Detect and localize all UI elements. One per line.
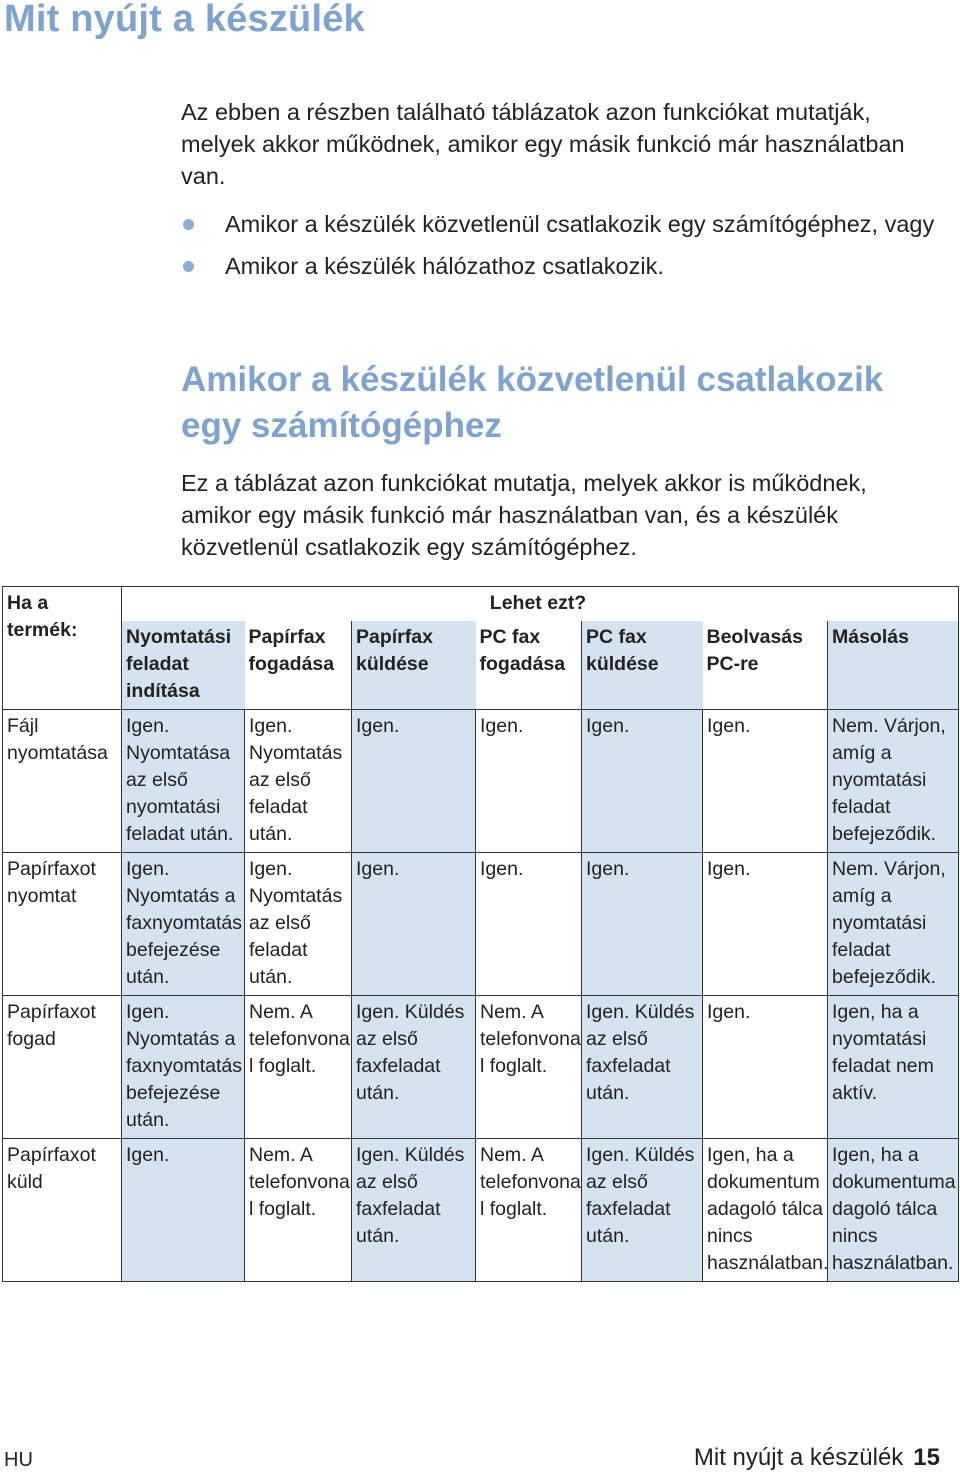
table-cell: Igen. Küldés az első faxfeladat után. xyxy=(352,996,476,1139)
intro-paragraph: Az ebben a részben található táblázatok azon funkciókat mutatják, melyek akkor működnek, amikor egy másik funkció már használatban van. xyxy=(181,99,905,189)
table-cell: Igen. Nyomtatás az első feladat után. xyxy=(245,853,352,996)
footer-language: HU xyxy=(4,1449,33,1471)
table-cell: Nem. A telefonvona l foglalt. xyxy=(245,996,352,1139)
table-cell: Igen. Nyomtatás a faxnyomtatás befejezése után. xyxy=(122,853,245,996)
table-cell: Igen. xyxy=(703,853,828,996)
section-title: Amikor a készülék közvetlenül csatlakozik egy számítógéphez xyxy=(181,360,884,445)
page-title: Mit nyújt a készülék xyxy=(4,0,365,40)
column-header: Másolás xyxy=(828,621,959,710)
row-header: Papírfaxot nyomtat xyxy=(3,853,122,996)
bullet-text: Amikor a készülék közvetlenül csatlakozik egy számítógéphez, vagy xyxy=(225,211,935,237)
table-cell: Igen. xyxy=(582,710,703,853)
table-cell: Igen. xyxy=(476,853,582,996)
bullet-list xyxy=(181,208,941,292)
table-cell: Igen. Küldés az első faxfeladat után. xyxy=(352,1139,476,1282)
table-cell: Nem. A telefonvona l foglalt. xyxy=(245,1139,352,1282)
table-cell: Igen. xyxy=(352,853,476,996)
table-cell: Nem. A telefonvona l foglalt. xyxy=(476,1139,582,1282)
table-cell: Igen. xyxy=(582,853,703,996)
table-cell: Igen. xyxy=(122,1139,245,1282)
table-cell: Igen. xyxy=(703,996,828,1139)
bullet-dot-icon xyxy=(183,219,194,230)
column-header: PC fax küldése xyxy=(582,621,703,710)
compatibility-table xyxy=(2,586,959,1282)
table-cell: Igen. xyxy=(476,710,582,853)
section-intro: Ez a táblázat azon funkciókat mutatja, melyek akkor is működnek, amikor egy másik funkció már használatban van, és a készülék közvetlenül csatlakozik egy számítógéphez. xyxy=(181,470,867,560)
bullet-text: Amikor a készülék hálózathoz csatlakozik. xyxy=(225,253,664,279)
row-header: Papírfaxot küld xyxy=(3,1139,122,1282)
table-cell: Nem. Várjon, amíg a nyomtatási feladat befejeződik. xyxy=(828,710,959,853)
table-cell: Nem. A telefonvona l foglalt. xyxy=(476,996,582,1139)
table-cell: Igen. Küldés az első faxfeladat után. xyxy=(582,1139,703,1282)
page-number: 15 xyxy=(913,1444,940,1471)
group-header: Lehet ezt? xyxy=(122,587,959,622)
table-cell: Igen, ha a nyomtatási feladat nem aktív. xyxy=(828,996,959,1139)
row-header: Fájl nyomtatása xyxy=(3,710,122,853)
column-header: Papírfax fogadása xyxy=(245,621,352,710)
footer-running-title xyxy=(694,1444,940,1472)
column-header: Beolvasás PC-re xyxy=(703,621,828,710)
table-cell: Igen. Küldés az első faxfeladat után. xyxy=(582,996,703,1139)
corner-header: Ha a termék: xyxy=(3,587,122,710)
column-header: Nyomtatási feladat indítása xyxy=(122,621,245,710)
table-cell: Igen. xyxy=(703,710,828,853)
row-header: Papírfaxot fogad xyxy=(3,996,122,1139)
table-cell: Igen, ha a dokumentum adagoló tálca nincs használatban. xyxy=(703,1139,828,1282)
bullet-item xyxy=(181,250,941,282)
table-cell: Igen, ha a dokumentuma dagoló tálca nincs használatban. xyxy=(828,1139,959,1282)
footer-title-text: Mit nyújt a készülék xyxy=(693,1444,904,1471)
column-header: Papírfax küldése xyxy=(352,621,476,710)
table-cell: Igen. Nyomtatása az első nyomtatási feladat után. xyxy=(122,710,245,853)
table-cell: Nem. Várjon, amíg a nyomtatási feladat befejeződik. xyxy=(828,853,959,996)
bullet-item xyxy=(181,208,941,240)
column-header: PC fax fogadása xyxy=(476,621,582,710)
table-cell: Igen. Nyomtatás a faxnyomtatás befejezése után. xyxy=(122,996,245,1139)
table-cell: Igen. xyxy=(352,710,476,853)
table-cell: Igen. Nyomtatás az első feladat után. xyxy=(245,710,352,853)
bullet-dot-icon xyxy=(183,261,194,272)
